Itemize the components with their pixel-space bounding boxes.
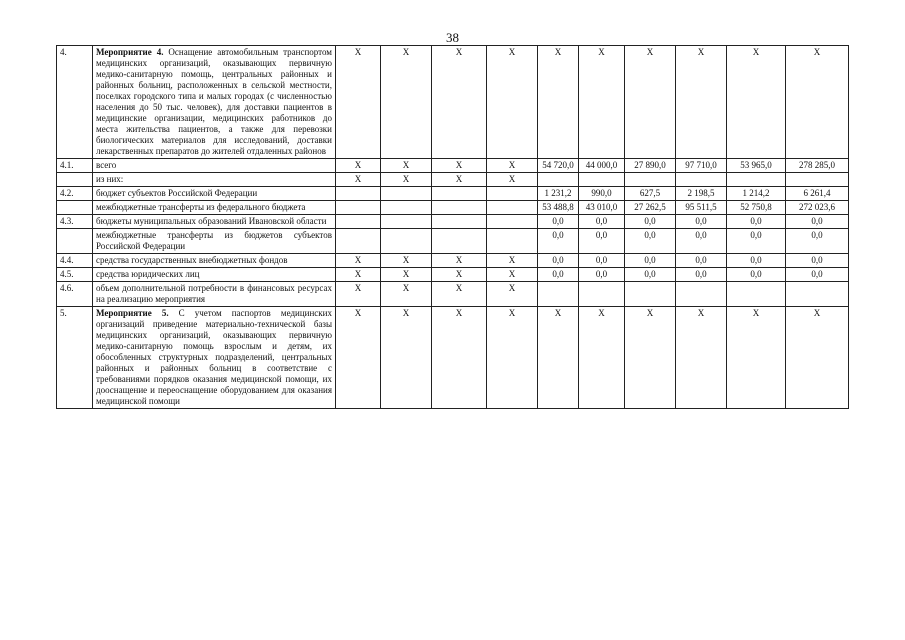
value-cell-8 (676, 173, 727, 187)
value-cell-10: 272 023,6 (786, 201, 849, 215)
table-row-r42 (57, 187, 849, 201)
value-cell-7 (625, 173, 676, 187)
value-cell-5: 0,0 (538, 268, 579, 282)
description-text: всего (96, 160, 117, 170)
description-text: межбюджетные трансферты из бюджетов субъектов Российской Федерации (96, 230, 332, 251)
row-description (93, 187, 336, 201)
value-cell-5: X (538, 307, 579, 409)
value-cell-6 (579, 173, 625, 187)
value-cell-6: 43 010,0 (579, 201, 625, 215)
value-cell-9: X (727, 46, 786, 159)
row-number: 4.2. (57, 187, 93, 201)
value-cell-4: X (487, 173, 538, 187)
row-description (93, 307, 336, 409)
row-number (57, 173, 93, 187)
value-cell-6: X (579, 46, 625, 159)
value-cell-2: X (381, 173, 432, 187)
value-cell-3: X (432, 282, 487, 307)
value-cell-4 (487, 201, 538, 215)
measure-title: Мероприятие 4. (96, 47, 164, 57)
description-text: бюджеты муниципальных образований Ивановской области (96, 216, 327, 226)
value-cell-5: 0,0 (538, 215, 579, 229)
value-cell-7: 0,0 (625, 229, 676, 254)
value-cell-2 (381, 229, 432, 254)
value-cell-10: X (786, 46, 849, 159)
value-cell-7: X (625, 46, 676, 159)
value-cell-6 (579, 282, 625, 307)
description-text: из них: (96, 174, 124, 184)
value-cell-10 (786, 173, 849, 187)
table-row-r43 (57, 215, 849, 229)
value-cell-4 (487, 229, 538, 254)
row-description (93, 282, 336, 307)
value-cell-1: X (336, 254, 381, 268)
value-cell-7: 27 890,0 (625, 159, 676, 173)
value-cell-7: 0,0 (625, 254, 676, 268)
value-cell-9 (727, 282, 786, 307)
value-cell-1: X (336, 46, 381, 159)
value-cell-3 (432, 187, 487, 201)
row-number: 4.4. (57, 254, 93, 268)
value-cell-10: 0,0 (786, 268, 849, 282)
value-cell-1: X (336, 268, 381, 282)
value-cell-10 (786, 282, 849, 307)
value-cell-7: 27 262,5 (625, 201, 676, 215)
value-cell-7 (625, 282, 676, 307)
description-text: объем дополнительной потребности в финансовых ресурсах на реализацию мероприятия (96, 283, 332, 304)
value-cell-5 (538, 282, 579, 307)
row-number: 4. (57, 46, 93, 159)
row-description (93, 159, 336, 173)
value-cell-6: 0,0 (579, 215, 625, 229)
value-cell-3: X (432, 307, 487, 409)
value-cell-8: 0,0 (676, 254, 727, 268)
value-cell-1: X (336, 159, 381, 173)
value-cell-9: 0,0 (727, 215, 786, 229)
value-cell-4: X (487, 254, 538, 268)
value-cell-6: 44 000,0 (579, 159, 625, 173)
table-row-r41 (57, 159, 849, 173)
value-cell-2 (381, 201, 432, 215)
row-description (93, 268, 336, 282)
row-number: 4.6. (57, 282, 93, 307)
value-cell-9: 1 214,2 (727, 187, 786, 201)
value-cell-9: 53 965,0 (727, 159, 786, 173)
value-cell-6: 990,0 (579, 187, 625, 201)
table-row-r5 (57, 307, 849, 409)
value-cell-1: X (336, 173, 381, 187)
value-cell-5: 54 720,0 (538, 159, 579, 173)
value-cell-6: 0,0 (579, 268, 625, 282)
value-cell-4: X (487, 159, 538, 173)
value-cell-10: 6 261,4 (786, 187, 849, 201)
value-cell-6: 0,0 (579, 229, 625, 254)
value-cell-1 (336, 201, 381, 215)
value-cell-1 (336, 229, 381, 254)
value-cell-8: 0,0 (676, 229, 727, 254)
description-text: средства государственных внебюджетных фондов (96, 255, 288, 265)
row-description (93, 201, 336, 215)
value-cell-3: X (432, 173, 487, 187)
value-cell-9: 0,0 (727, 254, 786, 268)
table-row-r41a (57, 173, 849, 187)
value-cell-10: 278 285,0 (786, 159, 849, 173)
page-number: 38 (446, 30, 459, 45)
value-cell-4 (487, 215, 538, 229)
value-cell-5: X (538, 46, 579, 159)
table-row-r46 (57, 282, 849, 307)
value-cell-3: X (432, 46, 487, 159)
value-cell-10: 0,0 (786, 229, 849, 254)
row-description (93, 46, 336, 159)
value-cell-7: 0,0 (625, 215, 676, 229)
value-cell-10: 0,0 (786, 254, 849, 268)
value-cell-9: 52 750,8 (727, 201, 786, 215)
value-cell-2 (381, 187, 432, 201)
value-cell-1: X (336, 307, 381, 409)
value-cell-7: 627,5 (625, 187, 676, 201)
value-cell-2: X (381, 307, 432, 409)
row-number: 4.3. (57, 215, 93, 229)
value-cell-4: X (487, 282, 538, 307)
table-row-r42a (57, 201, 849, 215)
value-cell-7: 0,0 (625, 268, 676, 282)
value-cell-5: 0,0 (538, 254, 579, 268)
row-description (93, 254, 336, 268)
value-cell-1 (336, 187, 381, 201)
row-number: 4.1. (57, 159, 93, 173)
value-cell-3 (432, 201, 487, 215)
value-cell-7: X (625, 307, 676, 409)
value-cell-9: 0,0 (727, 229, 786, 254)
value-cell-5: 53 488,8 (538, 201, 579, 215)
value-cell-8: 2 198,5 (676, 187, 727, 201)
value-cell-9 (727, 173, 786, 187)
value-cell-9: X (727, 307, 786, 409)
value-cell-10: X (786, 307, 849, 409)
row-description (93, 229, 336, 254)
description-text: Оснащение автомобильным транспортом медицинских организаций, оказывающих первичную медико-санитарную помощь, центральных районных и районных больниц, расположенных в сельской местности, поселках городского типа и малых городах (с численностью населения до 50 тыс. человек), для доставки пациентов в медицинские организации, медицинских работников до места жительства пациентов, а также для перевозки биологических материалов для исследований, доставки лекарственных препаратов до жителей отдаленных районов (96, 47, 332, 156)
value-cell-5 (538, 173, 579, 187)
description-text: С учетом паспортов медицинских организаций приведение материально-технической базы медицинских организаций, оказывающих первичную медико-санитарную помощь взрослым и детям, их обособленных структурных подразделений, центральных районных и районных больниц в соответствие с требованиями порядков оказания медицинской помощи, их дооснащение и переоснащение оборудованием для оказания медицинской помощи (96, 308, 332, 406)
value-cell-3: X (432, 268, 487, 282)
value-cell-8: 95 511,5 (676, 201, 727, 215)
value-cell-8: 0,0 (676, 215, 727, 229)
funding-table (56, 45, 849, 409)
value-cell-2: X (381, 46, 432, 159)
value-cell-1: X (336, 282, 381, 307)
value-cell-9: 0,0 (727, 268, 786, 282)
value-cell-8: X (676, 307, 727, 409)
value-cell-2: X (381, 282, 432, 307)
value-cell-3 (432, 215, 487, 229)
value-cell-4: X (487, 307, 538, 409)
table-row-r4 (57, 46, 849, 159)
row-number: 5. (57, 307, 93, 409)
measure-title: Мероприятие 5. (96, 308, 169, 318)
value-cell-8: X (676, 46, 727, 159)
value-cell-10: 0,0 (786, 215, 849, 229)
value-cell-4: X (487, 46, 538, 159)
value-cell-2: X (381, 268, 432, 282)
table-row-r44 (57, 254, 849, 268)
value-cell-2 (381, 215, 432, 229)
value-cell-6: X (579, 307, 625, 409)
value-cell-6: 0,0 (579, 254, 625, 268)
row-description (93, 215, 336, 229)
value-cell-2: X (381, 254, 432, 268)
value-cell-2: X (381, 159, 432, 173)
description-text: бюджет субъектов Российской Федерации (96, 188, 258, 198)
value-cell-3: X (432, 159, 487, 173)
value-cell-5: 0,0 (538, 229, 579, 254)
value-cell-4: X (487, 268, 538, 282)
value-cell-4 (487, 187, 538, 201)
table-row-r45 (57, 268, 849, 282)
value-cell-3 (432, 229, 487, 254)
row-number (57, 201, 93, 215)
value-cell-8: 97 710,0 (676, 159, 727, 173)
description-text: средства юридических лиц (96, 269, 200, 279)
value-cell-3: X (432, 254, 487, 268)
value-cell-8: 0,0 (676, 268, 727, 282)
table-row-r43a (57, 229, 849, 254)
value-cell-8 (676, 282, 727, 307)
row-number: 4.5. (57, 268, 93, 282)
value-cell-1 (336, 215, 381, 229)
value-cell-5: 1 231,2 (538, 187, 579, 201)
table-body (57, 46, 849, 409)
row-number (57, 229, 93, 254)
description-text: межбюджетные трансферты из федерального бюджета (96, 202, 306, 212)
row-description (93, 173, 336, 187)
